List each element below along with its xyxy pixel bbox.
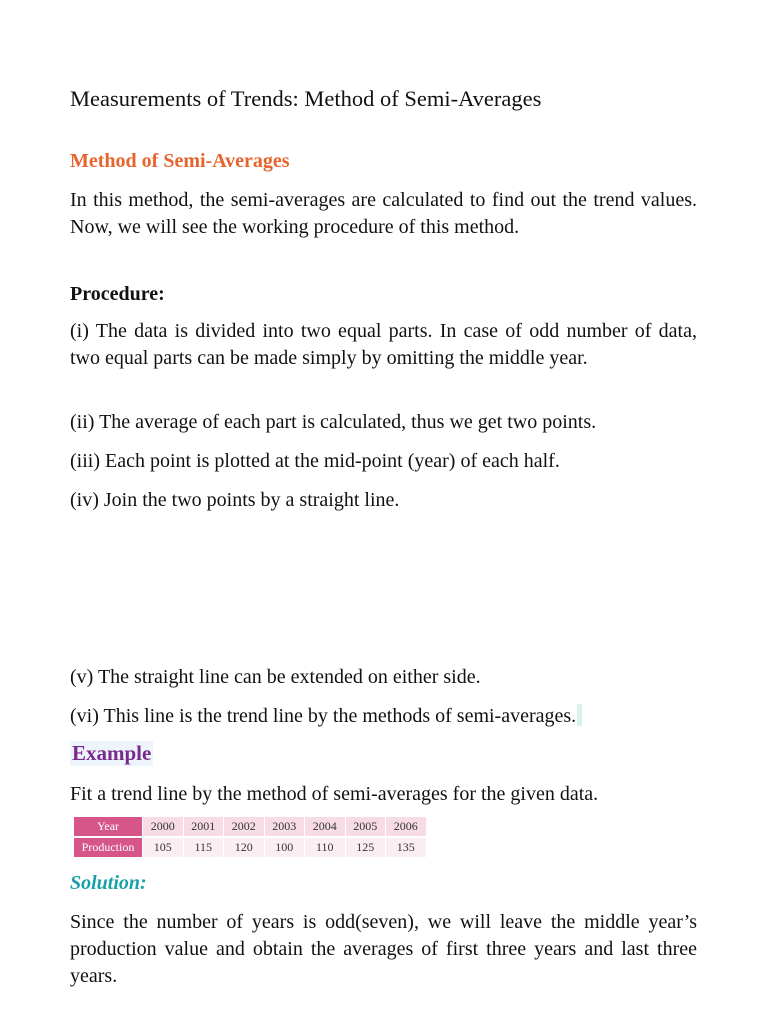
table-row-label: Production	[74, 837, 143, 857]
table-cell: 125	[345, 837, 386, 857]
table-cell: 135	[386, 837, 426, 857]
table-cell: 2000	[143, 817, 184, 837]
procedure-step-1: (i) The data is divided into two equal parts. In case of odd number of data, two equal parts can be made simply by omitting the middle year.	[70, 320, 697, 369]
table-cell: 105	[143, 837, 184, 857]
text-cursor-highlight	[577, 704, 582, 726]
procedure-step-5: (v) The straight line can be extended on either side.	[70, 666, 481, 688]
table-cell: 2005	[345, 817, 386, 837]
table-cell: 2002	[224, 817, 265, 837]
table-cell: 120	[224, 837, 265, 857]
document-title: Measurements of Trends: Method of Semi-Averages	[70, 86, 542, 111]
procedure-step-4: (iv) Join the two points by a straight line.	[70, 489, 400, 511]
table-cell: 115	[183, 837, 224, 857]
example-heading: Example	[72, 741, 152, 765]
table-cell: 2004	[305, 817, 346, 837]
procedure-step-3: (iii) Each point is plotted at the mid-point (year) of each half.	[70, 450, 560, 472]
table-cell: 2003	[264, 817, 305, 837]
table-cell: 110	[305, 837, 346, 857]
procedure-heading: Procedure:	[70, 283, 165, 305]
section-heading: Method of Semi-Averages	[70, 150, 290, 172]
example-text: Fit a trend line by the method of semi-averages for the given data.	[70, 783, 599, 805]
solution-heading: Solution:	[70, 872, 147, 894]
table-cell: 100	[264, 837, 305, 857]
solution-paragraph: Since the number of years is odd(seven), we will leave the middle year’s production value and obtain the averages of first three years and last three years.	[70, 911, 697, 987]
procedure-step-6	[70, 703, 697, 730]
table-cell: 2001	[183, 817, 224, 837]
table-cell: 2006	[386, 817, 426, 837]
procedure-step-6-text: (vi) This line is the trend line by the methods of semi-averages.	[70, 705, 577, 727]
intro-paragraph: In this method, the semi-averages are calculated to find out the trend values. Now, we will see the working procedure of this method.	[70, 189, 697, 238]
data-table	[74, 817, 426, 857]
table-row-production	[74, 837, 426, 857]
table-row-year	[74, 817, 426, 837]
procedure-step-2: (ii) The average of each part is calculated, thus we get two points.	[70, 411, 597, 433]
table-row-label: Year	[74, 817, 143, 837]
